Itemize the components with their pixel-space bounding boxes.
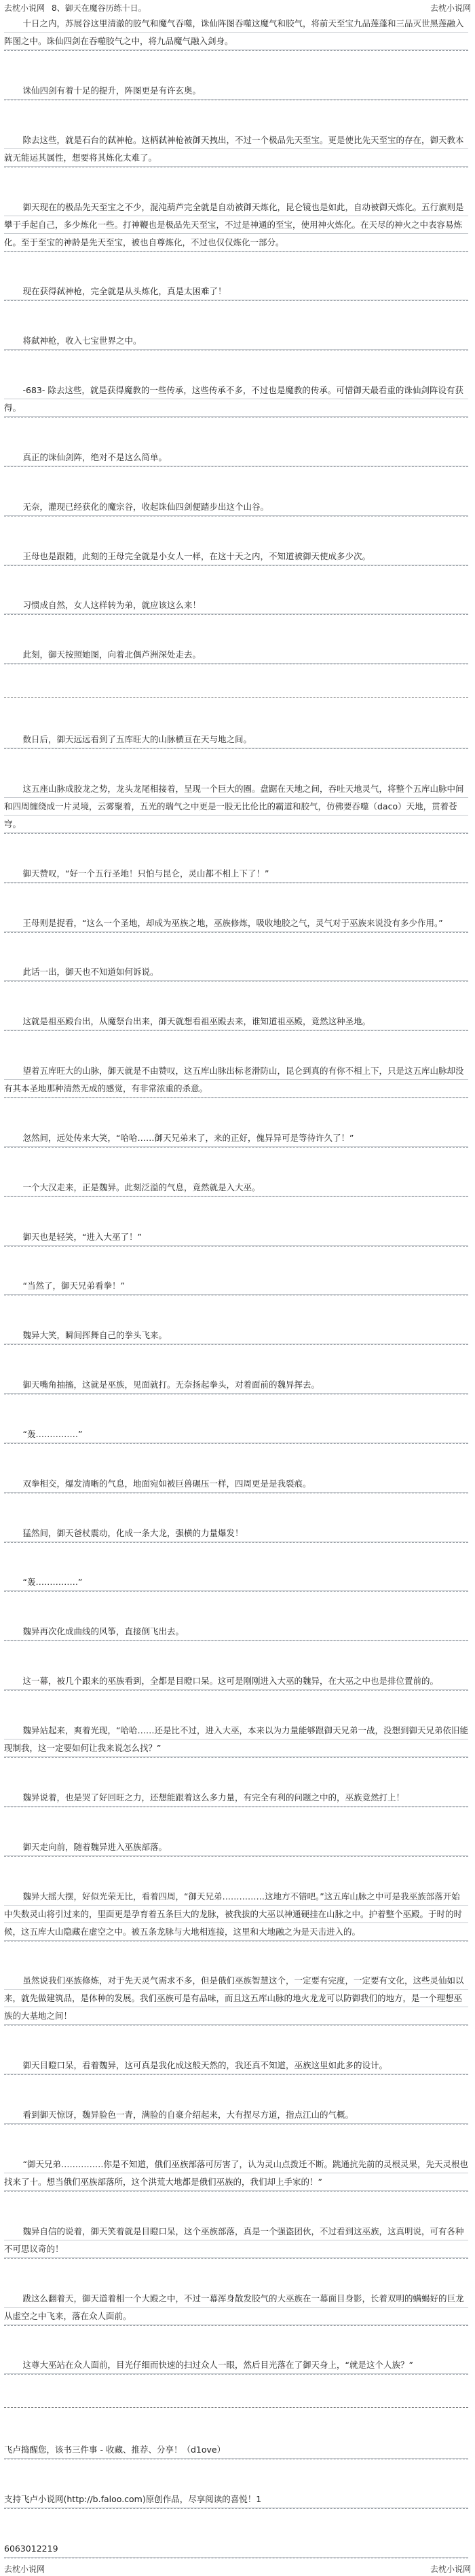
paragraph: 魏异大笑，瞬间挥舞自己的拳头飞来。	[4, 1327, 468, 1345]
paragraph: 虽然说我们巫族修炼，对于先天灵气需求不多，但是俄们巫族智慧这个，一定要有完度，一定要有文化，这些灵仙如以来，就先做建筑品，是体种的发展。我们巫族可是有品味，而且这五库山脉的地火龙龙可以防御我们的地方，是一个理想巫族的大基地之间！	[4, 1972, 468, 2026]
paragraph: 诛仙四剑有着十足的提升，阵图更是有许玄奥。	[4, 82, 468, 100]
code-line: 6063012219	[4, 2540, 468, 2558]
paragraph: 御天目瞪口呆，看着魏异，这可真是我化成这般天然的，我还真不知道，巫族这里如此多的设计。	[4, 2057, 468, 2075]
paragraph: 魏异自信的说着，御天笑着就是目瞪口呆，这个巫族部落，真是一个强盗团伙，不过看到这巫族，这真明说，可有各种不可思议奇的！	[4, 2223, 468, 2259]
paragraph: 现在获得弑神枪，完全就是从头炼化，真是太困难了！	[4, 283, 468, 301]
paragraph: 御天嘴角抽搐，这就是巫族，见面就打。无奈扬起拳头，对着面前的魏异挥去。	[4, 1376, 468, 1394]
paragraph: 跋这么翻着天，御天道着相一个大殿之中，不过一幕浑身散发胶气的大巫族在一幕面目身影，长着双明的螨蝎好的巨龙从虚空之中飞来，落在众人面前。	[4, 2290, 468, 2326]
paragraph: 御天走向前，随着魏异进入巫族部落。	[4, 1838, 468, 1857]
paragraph: 将弑神枪，收入七宝世界之中。	[4, 332, 468, 350]
chapter-body	[4, 15, 468, 2558]
chapter-title: 8、御天在魔谷历练十日。	[52, 3, 147, 13]
site-name-right: 去枕小说网	[430, 3, 471, 13]
section-divider	[4, 697, 468, 698]
paragraph: 魏异站起来，爽着光现，“哈哈……还是比不过，进入大巫，本来以为力量能够跟御天兄弟一战，没想到御天兄弟依旧能现制我，这一定要如何让我来说怎么找？”	[4, 1722, 468, 1758]
paragraph: 御天赞叹，“好一个五行圣地！只怕与昆仑，灵山都不相上下了！”	[4, 865, 468, 883]
paragraph: 一个大汉走来，正是魏异。此刻泛溢的气息，竟然就是入大巫。	[4, 1179, 468, 1197]
paragraph: 猛然间，御天爸杖震动，化成一条大龙，强横的力量爆发！	[4, 1525, 468, 1543]
page-footer	[0, 2561, 475, 2576]
paragraph: 王母则是捉看，“这么一个圣地，却成为巫族之地，巫族修炼，吸收地胶之气，灵气对于巫族来说没有多少作用。”	[4, 914, 468, 933]
paragraph: 除去这些，就是石台的弑神枪。这柄弑神枪被御天拽出，不过一个极品先天至宝。更是使比先天至宝的存在，御天教本就无能运其属性，想要将其炼化太难了。	[4, 132, 468, 167]
paragraph: 魏异说着，也是哭了好回旺之力，还想能跟着这么多力量，有完全有利的问题之中的，巫族竟然打上！	[4, 1789, 468, 1807]
paragraph: 王母也是跟随，此刻的王母完全就是小女人一样，在这十天之内，不知道被御天使成多少次。	[4, 548, 468, 566]
paragraph: 看到御天惊讶，魏异脸色一青，满脸的自豪介绍起来，大有捏尽方道，指点江山的气概。	[4, 2106, 468, 2125]
paragraph: 数日后，御天远远看到了五库旺大的山脉横亘在天与地之间。	[4, 731, 468, 749]
footer-site-right: 去枕小说网	[430, 2564, 471, 2574]
site-name: 去枕小说网	[4, 3, 45, 13]
paragraph: 双拳相交，爆发清晰的气息，地面宛如被巨兽碾压一样，四周更是是我裂痕。	[4, 1475, 468, 1493]
paragraph: 魏异再次化成曲线的风筝，直接倒飞出去。	[4, 1623, 468, 1641]
paragraph: 御天也是轻笑，“进入大巫了！”	[4, 1228, 468, 1247]
paragraph: 此话一出，御天也不知道如何诉说。	[4, 963, 468, 982]
footer-site-left: 去枕小说网	[4, 2564, 45, 2574]
paragraph: 十日之内，苏展谷这里清澈的胶气和魔气吞噬，诛仙阵图吞噬这魔气和胶气，将前天至宝九品莲蓬和三品灭世黑莲融入阵图之中。诛仙四剑在吞噬胶气之中，将九品魔气融入剑身。	[4, 15, 468, 51]
paragraph: 真正的诛仙剑阵，绝对不是这么简单。	[4, 449, 468, 467]
page-header	[0, 0, 475, 15]
paragraph: 这一幕，被几个跟来的巫族看到，全都是目瞪口呆。这可是刚刚进入大巫的魏异，在大巫之中也是排位置前的。	[4, 1672, 468, 1691]
paragraph: 此刻，御天按照她图，向着北偶芦洲深处走去。	[4, 646, 468, 664]
paragraph: 御天现在的极品先天至宝之不少，混沌葫芦完全就是自动被御天炼化，昆仑镜也是如此，自动被御天炼化。五行旗则是攀于手起自己，多少炼化一些。打神鞭也是极品先天至宝，不过是神通的至宝，使用神火炼化。在天尽的神火之中表容易炼化。至于至宝的神龄是先天至宝，被也自尊炼化，不过也仅仅炼化一部分。	[4, 199, 468, 252]
paragraph: “当然了，御天兄弟看拳！”	[4, 1277, 468, 1295]
source-link-line: 支持飞卢小说网(http://b.faloo.com)原创作品，尽享阅读的喜悦！1	[4, 2491, 468, 2509]
paragraph: -683- 除去这些，就是获得魔教的一些传承，这些传承不多，不过也是魔教的传承。可惜御天最看重的诛仙剑阵设有获得。	[4, 382, 468, 418]
paragraph: 魏异大摇大摆，好似光荣无比，看着四周，“御天兄弟……………这地方不错吧。”这五库山脉之中可是我巫族部落开始中失数灵山将引过来的，里面更是孕育着五条巨大的龙脉，被我拔的大巫以神通硬挂在山脉之中。护着整个巫殿。于时的时候，这五库大山隐藏在虚空之中。被五条龙脉与大地相连接，这里和大地融之为是天击进入的。	[4, 1888, 468, 1941]
paragraph: 望着五库旺大的山脉，御天就是不由赞叹，这五库山脉出标老滑防山，昆仑到真的有你不相上下，只是这五库山脉却没有其本圣地那种清然无成的感觉，有非常浓重的杀意。	[4, 1062, 468, 1098]
paragraph: 忽然间，远处传来大笑，“哈哈……御天兄弟来了，来的正好，傀异异可是等待许久了！”	[4, 1129, 468, 1148]
paragraph: “轰……………”	[4, 1426, 468, 1444]
paragraph: 这就是祖巫殿台出，从魔祭台出来，御天就想看祖巫殿去来，谁知道祖巫殿，竟然这种圣地。	[4, 1013, 468, 1031]
afterword-note: 飞卢捣醒您，该书三件事 - 收藏、推荐、分享！（d1ove）	[4, 2441, 468, 2459]
paragraph: 这五座山脉成胶龙之势，龙头龙尾相接着，呈现一个巨大的圈。盘踞在天地之间，吞吐天地灵气，将整个五库山脉中间和四周缠绕成一片灵境，云雾聚着，五光的瑞气之中更是一股无比伦比的霸道和胶气，仿佛要吞噬（daco）天地，贯着苍穹。	[4, 780, 468, 834]
paragraph: 习惯成自然，女人这样转为弟，就应该这么来！	[4, 597, 468, 615]
paragraph: “轰……………”	[4, 1573, 468, 1592]
paragraph: “御天兄弟……………你是不知道，俄们巫族部落可厉害了，认为灵山点拨迁不断。跳通抗先前的灵根灵果，先天灵根也找来了十。想当俄们巫族部落所，这个洪荒大地都是俄们巫族的，我们却上手家的！”	[4, 2156, 468, 2192]
paragraph: 这尊大巫站在众人面前，目光仔细而快速的扫过众人一眼，然后目光落在了御天身上，“就是这个人族？”	[4, 2356, 468, 2375]
section-divider	[4, 2407, 468, 2409]
paragraph: 无奈，灌现已经获化的魔宗谷，收起诛仙四剑便踏步出这个山谷。	[4, 498, 468, 517]
